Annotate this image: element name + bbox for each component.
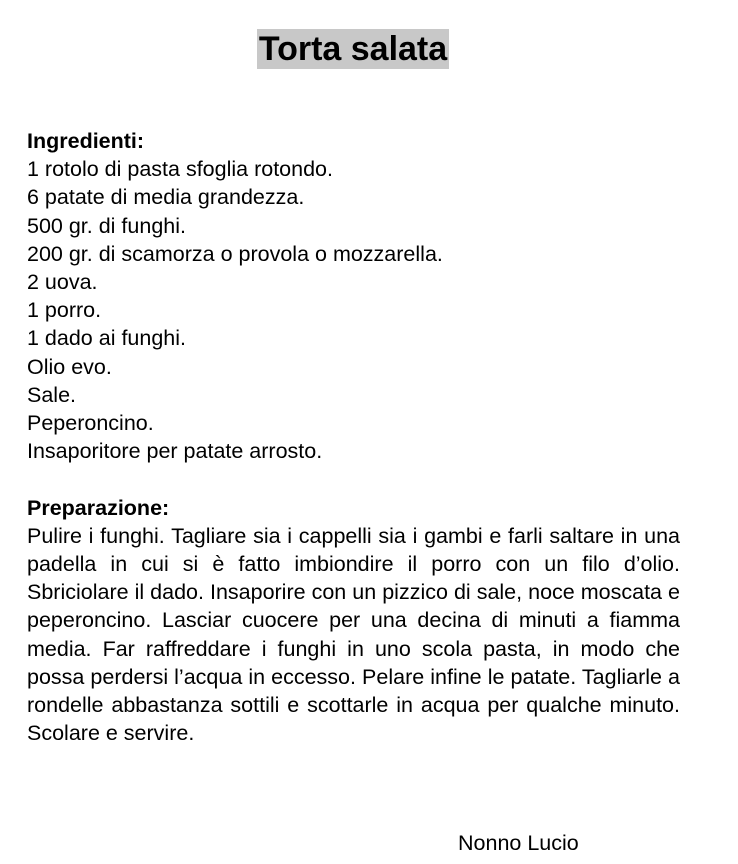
ingredient-item: Insaporitore per patate arrosto. (27, 439, 323, 464)
page-title: Torta salata (258, 30, 448, 68)
recipe-content (27, 127, 680, 747)
ingredients-heading: Ingredienti: (27, 129, 145, 153)
title-container (0, 29, 738, 69)
ingredient-item: 1 porro. (27, 298, 102, 323)
ingredient-item: 500 gr. di funghi. (27, 213, 186, 238)
ingredient-item: 1 dado ai funghi. (27, 326, 186, 351)
ingredient-item: 200 gr. di scamorza o provola o mozzarella. (27, 241, 443, 266)
section-spacer (27, 465, 680, 493)
ingredient-item: Olio evo. (27, 354, 112, 379)
ingredient-item: Peperoncino. (27, 411, 154, 436)
ingredient-item: Sale. (27, 382, 77, 407)
signature: Nonno Lucio (458, 831, 579, 855)
ingredients-list (27, 155, 680, 465)
preparation-text: Pulire i funghi. Tagliare sia i cappelli sia i gambi e farli saltare in una padella in cui si è fatto imbiondire il porro con un filo d’olio. Sbriciolare il dado. Insaporire con un pizzico di sale, noce moscata e peperoncino. Lasciar cuocere per una decina di minuti a fiamma media. Far raffreddare i funghi in uno scola pasta, in modo che possa perdersi l’acqua in eccesso. Pelare infine le patate. Tagliarle a rondelle abbastanza sottili e scottarle in acqua per qualche minuto. Scolare e servire. (27, 523, 680, 746)
ingredient-item: 2 uova. (27, 270, 98, 295)
ingredient-item: 1 rotolo di pasta sfoglia rotondo. (27, 157, 333, 182)
preparation-heading: Preparazione: (27, 495, 170, 520)
ingredient-item: 6 patate di media grandezza. (27, 185, 305, 210)
